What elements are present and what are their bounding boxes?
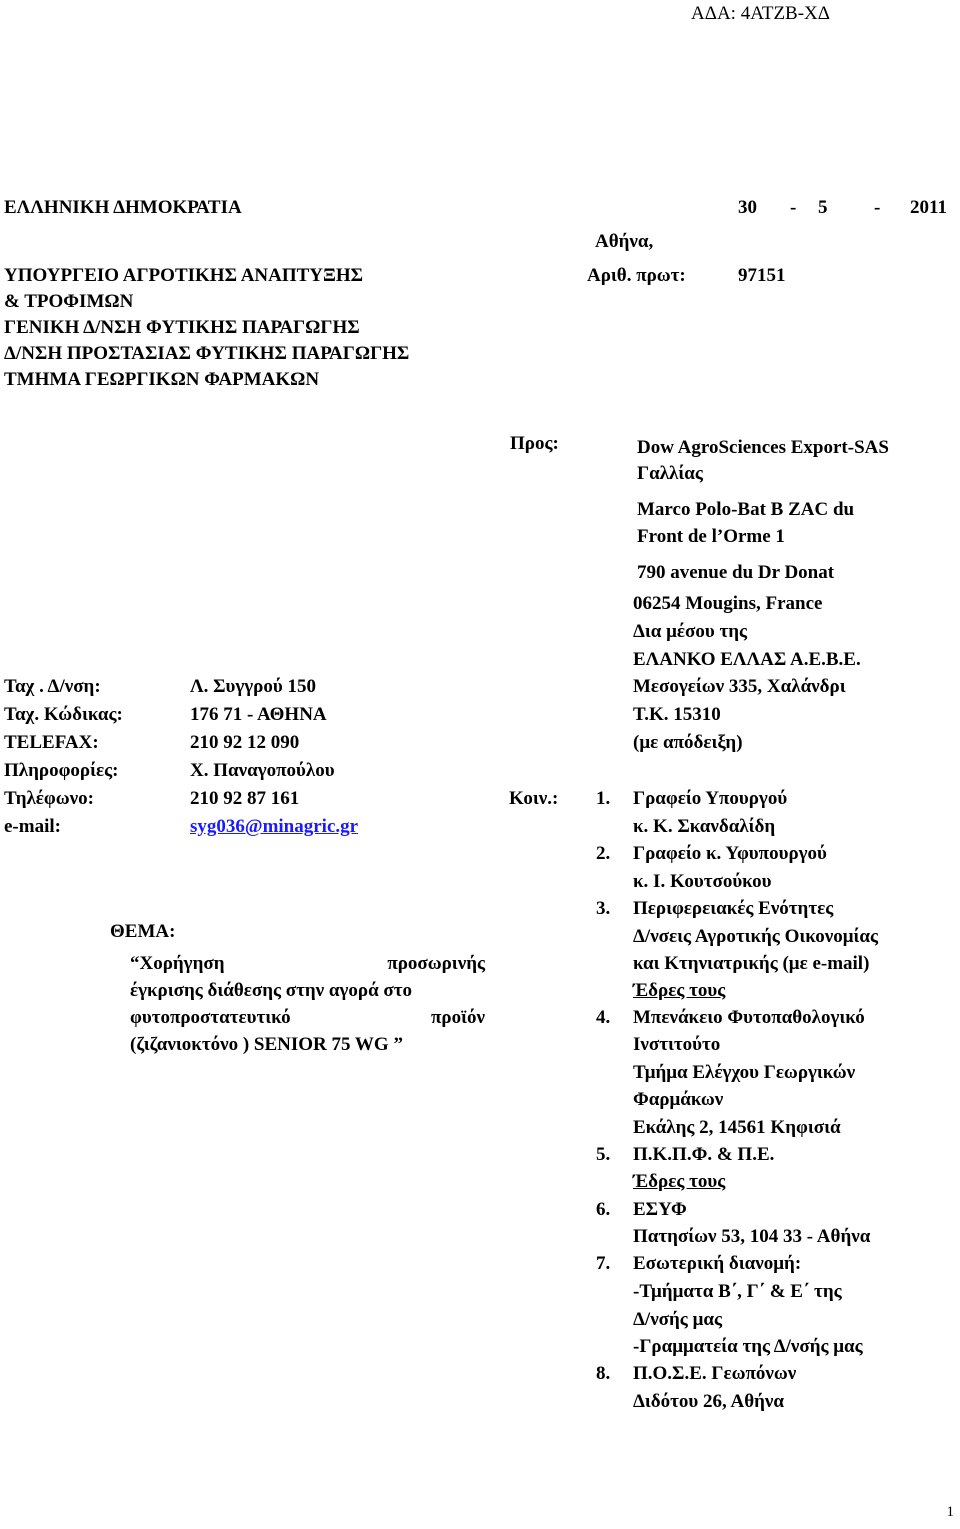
recipient-line: Γαλλίας — [637, 463, 703, 484]
contact-label: TELEFAX: — [4, 732, 99, 753]
cc-item-line: κ. Κ. Σκανδαλίδη — [633, 816, 776, 837]
cc-item-line: Περιφερειακές Ενότητες — [633, 898, 834, 919]
recipient-line: 790 avenue du Dr Donat — [637, 562, 835, 583]
cc-item-line: Ινστιτούτο — [633, 1034, 721, 1055]
cc-item-line: κ. Ι. Κουτσούκου — [633, 871, 772, 892]
header-line-republic: ΕΛΛΗΝΙΚΗ ΔΗΜΟΚΡΑΤΙΑ — [4, 197, 242, 218]
date-separator: - — [874, 197, 881, 218]
cc-item-number: 6. — [596, 1199, 611, 1220]
recipient-line: (με απόδειξη) — [633, 732, 743, 753]
header-line-department: ΤΜΗΜΑ ΓΕΩΡΓΙΚΩΝ ΦΑΡΜΑΚΩΝ — [4, 369, 320, 390]
cc-item-number: 2. — [596, 843, 611, 864]
contact-value: Λ. Συγγρού 150 — [190, 676, 316, 697]
recipient-line: ΕΛΑΝΚΟ ΕΛΛΑΣ Α.Ε.Β.Ε. — [633, 649, 861, 670]
recipient-line: Front de l’Orme 1 — [637, 526, 785, 547]
header-line-directorate: Δ/ΝΣΗ ΠΡΟΣΤΑΣΙΑΣ ΦΥΤΙΚΗΣ ΠΑΡΑΓΩΓΗΣ — [4, 343, 410, 364]
subject-line: “Χορήγηση προσωρινής — [130, 953, 485, 974]
header-line-ministry-cont: & ΤΡΟΦΙΜΩΝ — [4, 291, 134, 312]
page-number: 1 — [946, 1504, 954, 1520]
cc-item-number: 3. — [596, 898, 611, 919]
header-line-general-directorate: ΓΕΝΙΚΗ Δ/ΝΣΗ ΦΥΤΙΚΗΣ ΠΑΡΑΓΩΓΗΣ — [4, 317, 360, 338]
date-day: 30 — [738, 197, 757, 218]
cc-item-line: Μπενάκειο Φυτοπαθολογικό — [633, 1007, 865, 1028]
subject-line: έγκρισης διάθεσης στην αγορά στο — [130, 980, 413, 1001]
contact-label: Πληροφορίες: — [4, 760, 119, 781]
cc-item-line: Διδότου 26, Αθήνα — [633, 1391, 785, 1412]
cc-item-line: και Κτηνιατρικής (με e-mail) — [633, 953, 870, 974]
cc-item-number: 4. — [596, 1007, 611, 1028]
cc-item-line: Εκάλης 2, 14561 Κηφισιά — [633, 1117, 841, 1138]
contact-value: Χ. Παναγοπούλου — [190, 760, 335, 781]
cc-item-line: Έδρες τους — [633, 980, 726, 1001]
protocol-label: Αριθ. πρωτ: — [587, 265, 686, 286]
date-year: 2011 — [910, 197, 947, 218]
recipient-line: Marco Polo-Bat B ZAC du — [637, 499, 855, 520]
date-month: 5 — [818, 197, 828, 218]
cc-item-line: Δ/νσεις Αγροτικής Οικονομίας — [633, 926, 879, 947]
date-city: Αθήνα, — [595, 231, 654, 252]
date-separator: - — [790, 197, 797, 218]
contact-label: Ταχ . Δ/νση: — [4, 676, 101, 697]
recipient-line: Τ.Κ. 15310 — [633, 704, 721, 725]
cc-item-line: -Τμήματα Β΄, Γ΄ & Ε΄ της — [633, 1281, 842, 1302]
cc-item-line: Γραφείο Υπουργού — [633, 788, 788, 809]
email-link[interactable]: syg036@minagric.gr — [190, 816, 359, 837]
cc-item-line: Γραφείο κ. Υφυπουργού — [633, 843, 827, 864]
subject-label: ΘΕΜΑ: — [110, 921, 176, 942]
protocol-number: 97151 — [738, 265, 786, 286]
cc-item-number: 8. — [596, 1363, 611, 1384]
cc-item-line: Π.Ο.Σ.Ε. Γεωπόνων — [633, 1363, 797, 1384]
cc-item-line: ΕΣΥΦ — [633, 1199, 687, 1220]
cc-item-line: Πατησίων 53, 104 33 - Αθήνα — [633, 1226, 871, 1247]
recipient-label: Προς: — [510, 433, 559, 454]
cc-item-number: 7. — [596, 1253, 611, 1274]
contact-value: 210 92 87 161 — [190, 788, 300, 809]
cc-item-line: Φαρμάκων — [633, 1089, 724, 1110]
recipient-line: 06254 Mougins, France — [633, 593, 823, 614]
cc-item-number: 1. — [596, 788, 611, 809]
cc-item-line: Έδρες τους — [633, 1171, 726, 1192]
cc-item-line: Π.Κ.Π.Φ. & Π.Ε. — [633, 1144, 775, 1165]
ada-code: ΑΔΑ: 4ΑΤΖΒ-ΧΔ — [691, 3, 830, 24]
contact-label: Τηλέφωνο: — [4, 788, 94, 809]
contact-label: Ταχ. Κώδικας: — [4, 704, 123, 725]
cc-item-line: Τμήμα Ελέγχου Γεωργικών — [633, 1062, 856, 1083]
subject-line: φυτοπροστατευτικό προϊόν — [130, 1007, 485, 1028]
recipient-line: Dow AgroSciences Export-SAS — [637, 437, 889, 458]
cc-item-line: Δ/νσής μας — [633, 1309, 722, 1330]
contact-value: 210 92 12 090 — [190, 732, 300, 753]
cc-item-line: Εσωτερική διανομή: — [633, 1253, 802, 1274]
cc-label: Κοιν.: — [509, 788, 559, 809]
cc-item-number: 5. — [596, 1144, 611, 1165]
header-line-ministry: ΥΠΟΥΡΓΕΙΟ ΑΓΡΟΤΙΚΗΣ ΑΝΑΠΤΥΞΗΣ — [4, 265, 364, 286]
recipient-line: Δια μέσου της — [633, 621, 748, 642]
cc-item-line: -Γραμματεία της Δ/νσής μας — [633, 1336, 863, 1357]
subject-line: (ζιζανιοκτόνο ) SENIOR 75 WG ” — [130, 1034, 403, 1055]
contact-value: 176 71 - ΑΘΗΝΑ — [190, 704, 327, 725]
contact-label: e-mail: — [4, 816, 61, 837]
recipient-line: Μεσογείων 335, Χαλάνδρι — [633, 676, 846, 697]
